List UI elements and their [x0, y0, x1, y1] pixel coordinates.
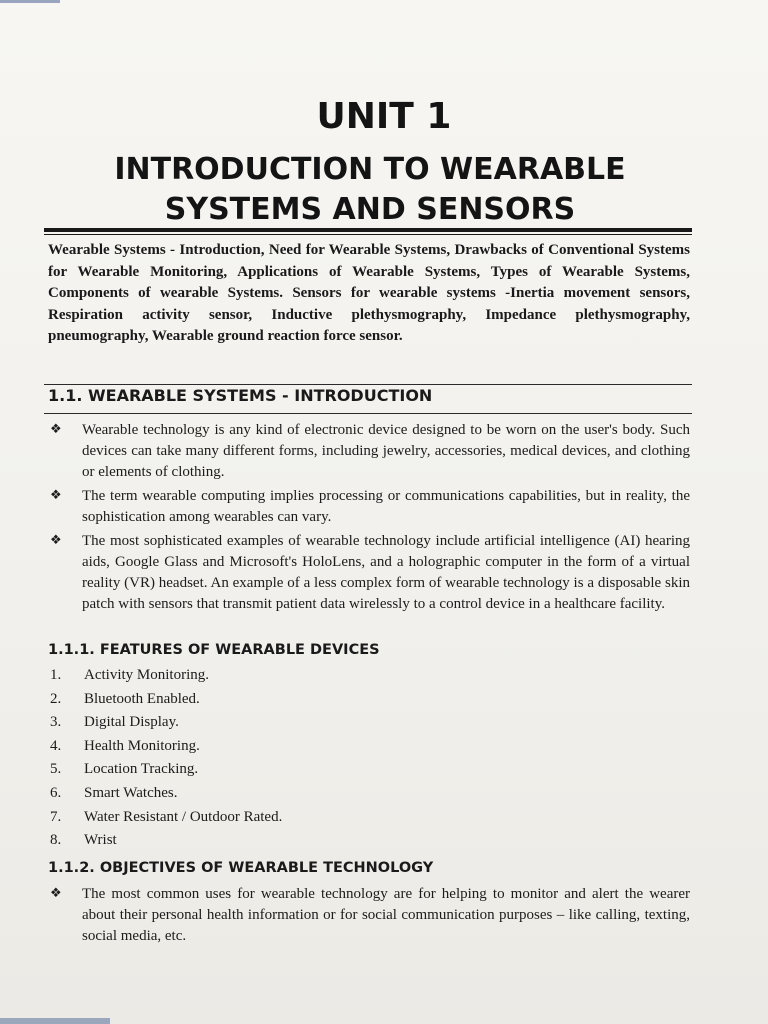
section-1-1-2-bullets	[50, 884, 690, 950]
bullet-text: Wearable technology is any kind of electronic device designed to be worn on the user's body. Such devices can take many different forms, including jewelry, accessories, medical devices, and clothing or elements of clothing.	[82, 422, 690, 480]
features-list	[50, 664, 450, 853]
section-heading-1-1-1: 1.1.1. FEATURES OF WEARABLE DEVICES	[48, 642, 380, 658]
section-rule-bottom	[44, 413, 692, 414]
chapter-title-line-2: SYSTEMS AND SENSORS	[164, 192, 576, 227]
bullet-item	[50, 486, 690, 528]
bullet-item	[50, 531, 690, 615]
diamond-bullet-icon: ❖	[50, 886, 62, 901]
list-item: 7. Water Resistant / Outdoor Rated.	[50, 808, 283, 825]
title-rule-thick	[44, 228, 692, 232]
bullet-item	[50, 884, 690, 947]
list-item: 3. Digital Display.	[50, 714, 179, 731]
list-item: 4. Health Monitoring.	[50, 737, 200, 754]
bullet-text: The most common uses for wearable technology are for helping to monitor and alert the wearer about their personal health information or for social communication purposes – like calling, texting, social media, etc.	[82, 886, 690, 944]
section-1-1-bullets	[50, 420, 690, 618]
diamond-bullet-icon: ❖	[50, 533, 62, 548]
chapter-title-line-1: INTRODUCTION TO WEARABLE	[114, 152, 626, 187]
list-item: 6. Smart Watches.	[50, 784, 178, 801]
list-item: 2. Bluetooth Enabled.	[50, 690, 200, 707]
title-rule-thin	[44, 234, 692, 235]
chapter-title	[40, 150, 700, 230]
diamond-bullet-icon: ❖	[50, 488, 62, 503]
section-rule-top	[44, 384, 692, 385]
section-heading-1-1: 1.1. WEARABLE SYSTEMS - INTRODUCTION	[48, 386, 433, 405]
chapter-summary: Wearable Systems - Introduction, Need for Wearable Systems, Drawbacks of Conventional Systems for Wearable Monitoring, Applications of Wearable Systems, Types of Wearable Systems, Components of wearable Systems. Sensors for wearable systems -Inertia movement sensors, Respiration activity sensor, Inductive plethysmography, Impedance plethysmography, pneumography, Wearable ground reaction force sensor.	[48, 242, 690, 344]
bullet-text: The term wearable computing implies processing or communications capabilities, but in reality, the sophistication among wearables can vary.	[82, 488, 690, 525]
bullet-item	[50, 420, 690, 483]
unit-title: UNIT 1	[316, 96, 452, 137]
list-item: 8. Wrist	[50, 832, 117, 849]
section-heading-1-1-2: 1.1.2. OBJECTIVES OF WEARABLE TECHNOLOGY	[48, 860, 434, 876]
page-edge-mark	[0, 1018, 110, 1024]
page-edge-mark	[0, 0, 60, 3]
diamond-bullet-icon: ❖	[50, 422, 62, 437]
list-item: 5. Location Tracking.	[50, 761, 199, 778]
bullet-text: The most sophisticated examples of wearable technology include artificial intelligence (AI) hearing aids, Google Glass and Microsoft's HoloLens, and a holographic computer in the form of a virtual reality (VR) headset. An example of a less complex form of wearable technology is a disposable skin patch with sensors that transmit patient data wirelessly to a control device in a healthcare facility.	[82, 533, 690, 612]
list-item: 1. Activity Monitoring.	[50, 667, 209, 683]
